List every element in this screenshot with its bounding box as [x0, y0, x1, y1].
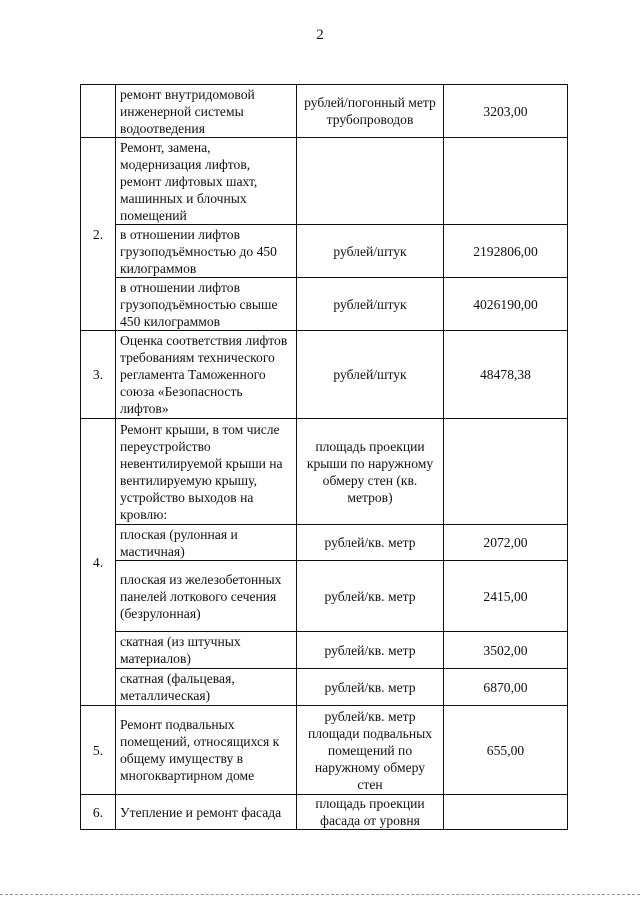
unit-cell [297, 138, 444, 225]
table-row [81, 419, 568, 525]
table-row [81, 669, 568, 706]
value-cell [444, 419, 568, 525]
value-cell: 6870,00 [444, 669, 568, 706]
unit-cell: рублей/штук [297, 225, 444, 278]
work-name-cell: скатная (из штучных материалов) [116, 632, 297, 669]
work-name-cell: в отношении лифтов грузоподъёмностью до 450 килограммов [116, 225, 297, 278]
value-cell: 4026190,00 [444, 278, 568, 331]
table-row [81, 561, 568, 632]
table-row [81, 525, 568, 561]
unit-cell: рублей/штук [297, 331, 444, 419]
unit-cell: рублей/кв. метр [297, 632, 444, 669]
table-row [81, 795, 568, 830]
table-row [81, 706, 568, 795]
value-cell: 2072,00 [444, 525, 568, 561]
unit-cell: рублей/кв. метр [297, 561, 444, 632]
row-number-cell [81, 85, 116, 138]
work-name-cell: ремонт внутридомовой инженерной системы водоотведения [116, 85, 297, 138]
row-number-cell: 6. [81, 795, 116, 830]
work-name-cell: в отношении лифтов грузоподъёмностью свыше 450 килограммов [116, 278, 297, 331]
work-name-cell: Ремонт, замена, модернизация лифтов, ремонт лифтовых шахт, машинных и блочных помещений [116, 138, 297, 225]
value-cell [444, 795, 568, 830]
unit-cell: площадь проекции крыши по наружному обмеру стен (кв. метров) [297, 419, 444, 525]
work-name-cell: плоская (рулонная и мастичная) [116, 525, 297, 561]
table-row [81, 331, 568, 419]
unit-cell: рублей/штук [297, 278, 444, 331]
row-number-cell: 2. [81, 138, 116, 331]
table-row [81, 85, 568, 138]
page-number: 2 [316, 27, 324, 43]
unit-cell: площадь проекции фасада от уровня [297, 795, 444, 830]
work-name-cell: скатная (фальцевая, металлическая) [116, 669, 297, 706]
value-cell: 655,00 [444, 706, 568, 795]
work-name-cell: Ремонт крыши, в том числе переустройство невентилируемой крыши на вентилируемую крышу, устройство выходов на кровлю: [116, 419, 297, 525]
work-name-cell: Ремонт подвальных помещений, относящихся к общему имуществу в многоквартирном доме [116, 706, 297, 795]
row-number-cell: 3. [81, 331, 116, 419]
unit-cell: рублей/погонный метр трубопроводов [297, 85, 444, 138]
table-row [81, 632, 568, 669]
unit-cell: рублей/кв. метр [297, 525, 444, 561]
work-name-cell: плоская из железобетонных панелей лоткового сечения (безрулонная) [116, 561, 297, 632]
table-row [81, 225, 568, 278]
value-cell: 3203,00 [444, 85, 568, 138]
value-cell [444, 138, 568, 225]
work-name-cell: Оценка соответствия лифтов требованиям технического регламента Таможенного союза «Безопасность лифтов» [116, 331, 297, 419]
table-row [81, 278, 568, 331]
value-cell: 3502,00 [444, 632, 568, 669]
value-cell: 2192806,00 [444, 225, 568, 278]
tariff-table [80, 84, 568, 830]
value-cell: 2415,00 [444, 561, 568, 632]
page-bottom-divider [0, 894, 640, 895]
unit-cell: рублей/кв. метр площади подвальных помещений по наружному обмеру стен [297, 706, 444, 795]
row-number-cell: 5. [81, 706, 116, 795]
value-cell: 48478,38 [444, 331, 568, 419]
unit-cell: рублей/кв. метр [297, 669, 444, 706]
table-row [81, 138, 568, 225]
work-name-cell: Утепление и ремонт фасада [116, 795, 297, 830]
row-number-cell: 4. [81, 419, 116, 706]
